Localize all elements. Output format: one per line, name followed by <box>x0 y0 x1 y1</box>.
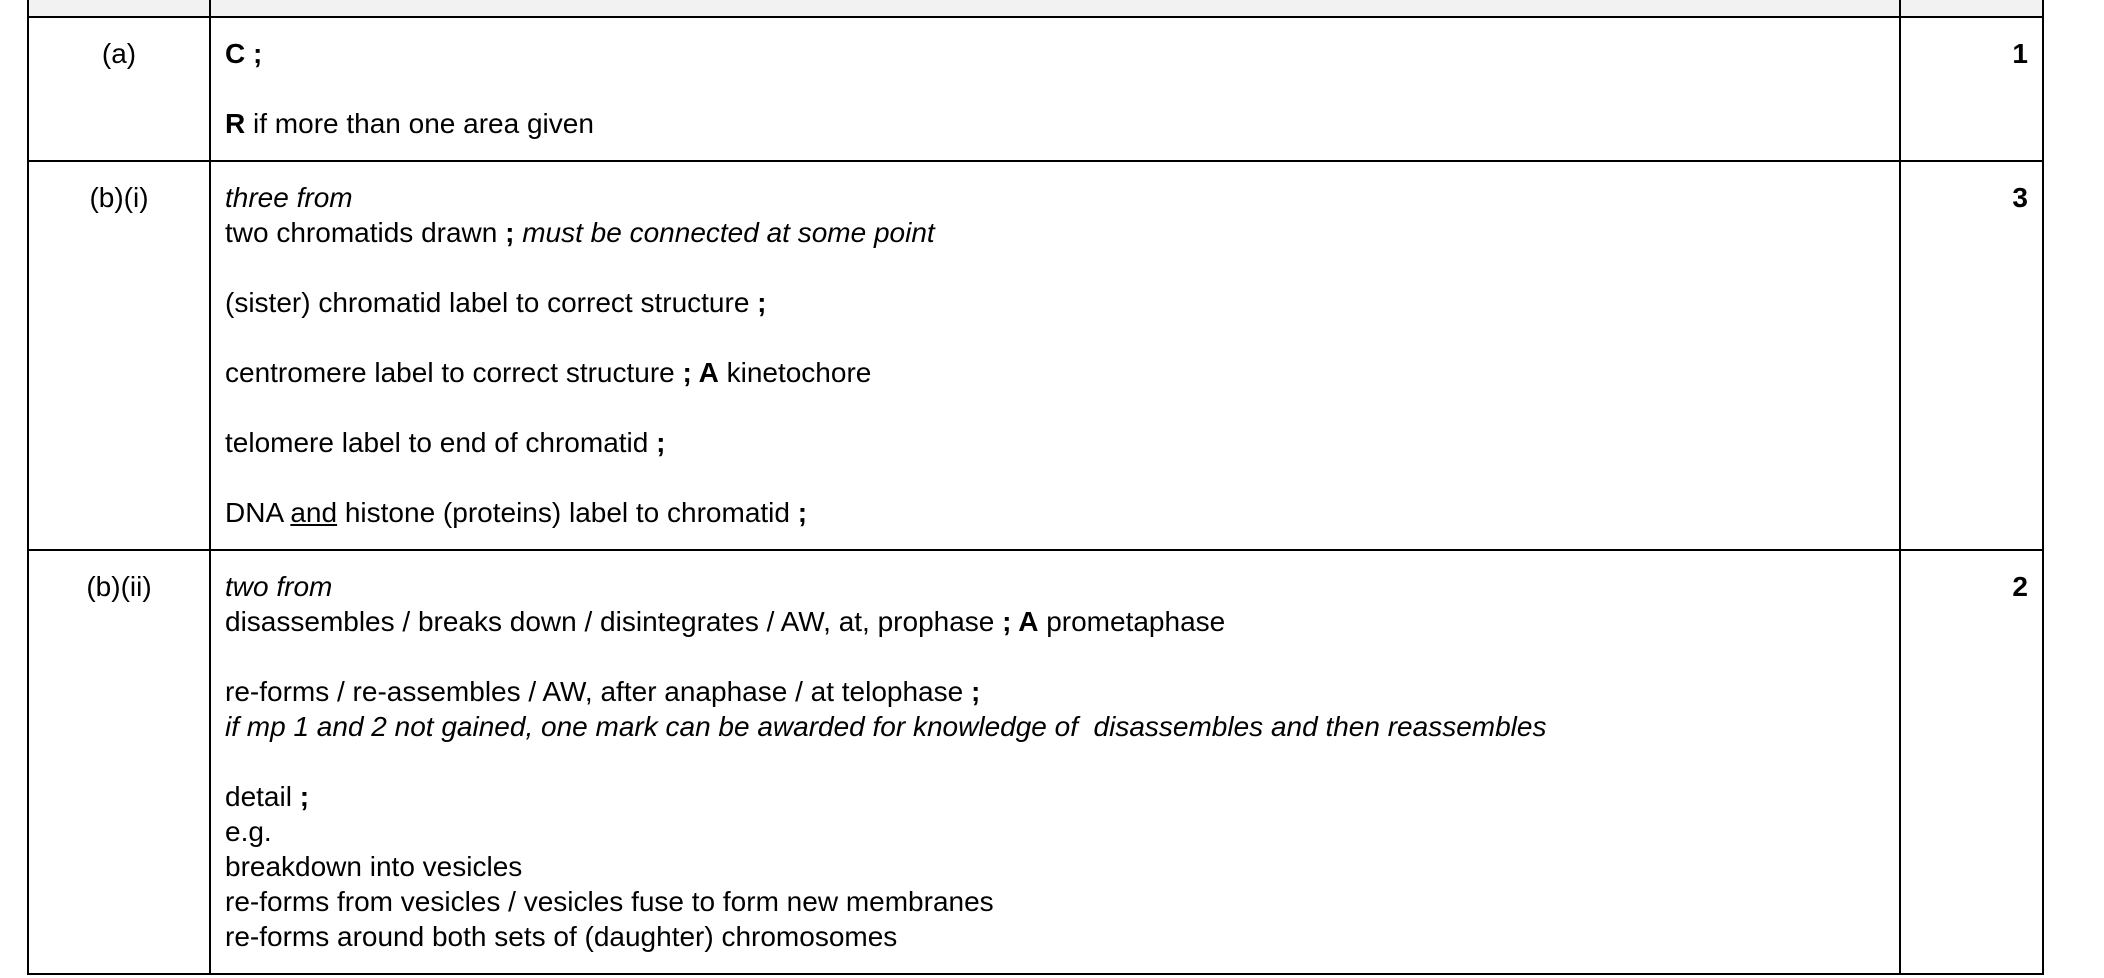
mark-scheme-page <box>27 0 2042 975</box>
mark-separator: ; <box>299 781 310 812</box>
answer-text: re-forms / re-assembles / AW, after anaphase / at telophase <box>225 676 971 707</box>
line-gap <box>225 744 1885 779</box>
answer-text: DNA <box>225 497 291 528</box>
answer-text: centromere label to correct structure <box>225 357 683 388</box>
underlined-word: and <box>290 497 338 528</box>
table-header-row <box>28 0 2043 17</box>
header-cell-question <box>28 0 210 17</box>
answer-text: two chromatids drawn <box>225 217 506 248</box>
question-number: (b)(i) <box>28 161 210 550</box>
answer-intro: two from <box>225 571 333 602</box>
answer-alternative: prometaphase <box>1038 606 1226 637</box>
example-item: breakdown into vesicles <box>225 851 523 882</box>
answer-cell <box>210 161 1900 550</box>
table-row <box>28 17 2043 161</box>
answer-line <box>225 106 1885 141</box>
mark-scheme-table <box>27 0 2044 975</box>
marks-value: 1 <box>1900 17 2043 161</box>
answer-text: (sister) chromatid label to correct structure <box>225 287 758 318</box>
marking-point <box>225 285 1885 320</box>
example-item: re-forms from vesicles / vesicles fuse to form new membranes <box>225 886 994 917</box>
answer-cell <box>210 550 1900 974</box>
marking-point <box>225 674 1885 709</box>
answer-note: must be connected at some point <box>514 217 935 248</box>
line-gap <box>225 639 1885 674</box>
answer-text: if more than one area given <box>245 108 594 139</box>
mark-separator: ; <box>797 497 808 528</box>
mark-separator: ; <box>656 427 666 458</box>
mark-separator: ; <box>757 287 767 318</box>
table-row <box>28 550 2043 974</box>
marking-point <box>225 779 1885 814</box>
answer-text: disassembles / breaks down / disintegrates / AW, at, prophase <box>225 606 1003 637</box>
marks-value: 3 <box>1900 161 2043 550</box>
reject-marker: R <box>225 108 246 139</box>
mark-separator: ; <box>505 217 515 248</box>
mark-separator: ; A <box>1002 606 1039 637</box>
answer-cell <box>210 17 1900 161</box>
answer-alternative: kinetochore <box>718 357 872 388</box>
answer-line: C ; <box>225 38 263 69</box>
example-label: e.g. <box>225 816 272 847</box>
mark-separator: ; <box>970 676 981 707</box>
header-cell-marks <box>1900 0 2043 17</box>
marks-value: 2 <box>1900 550 2043 974</box>
header-cell-answer <box>210 0 1900 17</box>
question-number: (a) <box>28 17 210 161</box>
answer-text: detail <box>225 781 300 812</box>
line-gap <box>225 460 1885 495</box>
answer-text: histone (proteins) label to chromatid <box>337 497 798 528</box>
line-gap <box>225 320 1885 355</box>
question-number: (b)(ii) <box>28 550 210 974</box>
marking-point <box>225 604 1885 639</box>
answer-note: if mp 1 and 2 not gained, one mark can be awarded for knowledge of disassembles and then reassembles <box>225 711 1547 742</box>
answer-intro: three from <box>225 182 353 213</box>
mark-separator: ; A <box>682 357 719 388</box>
marking-point <box>225 495 1885 530</box>
marking-point <box>225 355 1885 390</box>
marking-point <box>225 215 1885 250</box>
example-item: re-forms around both sets of (daughter) chromosomes <box>225 921 898 952</box>
table-row <box>28 161 2043 550</box>
line-gap <box>225 390 1885 425</box>
marking-point <box>225 425 1885 460</box>
line-gap <box>225 71 1885 106</box>
line-gap <box>225 250 1885 285</box>
answer-text: telomere label to end of chromatid <box>225 427 657 458</box>
